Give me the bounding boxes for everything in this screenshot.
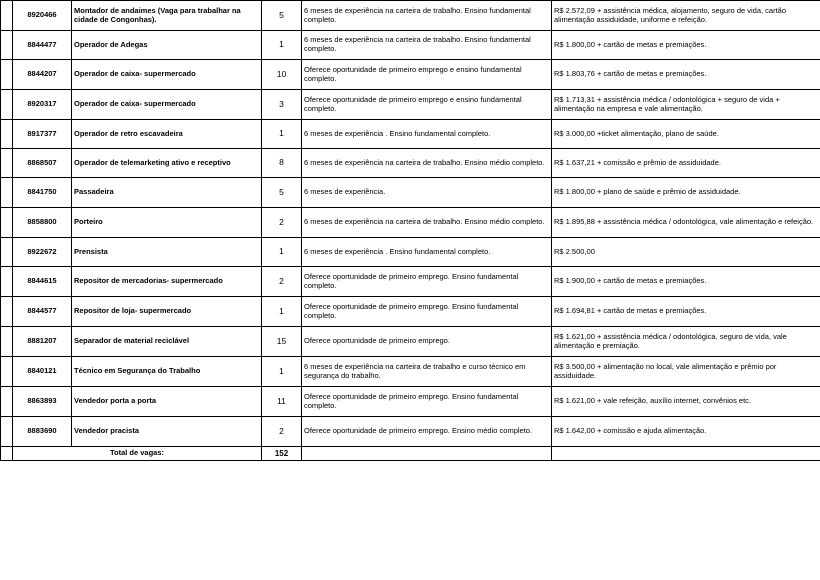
vacancy-count: 8 [262, 149, 302, 178]
job-code: 8881207 [13, 327, 72, 357]
job-code: 8844615 [13, 267, 72, 297]
job-code: 8844577 [13, 297, 72, 327]
blank-cell [1, 31, 13, 60]
job-benefits: R$ 1.803,76 + cartão de metas e premiações. [552, 60, 820, 90]
vacancy-count: 1 [262, 357, 302, 387]
table-row [1, 238, 820, 267]
job-benefits: R$ 1.694,81 + cartão de metas e premiações. [552, 297, 820, 327]
vacancy-count: 5 [262, 1, 302, 31]
vacancy-count: 5 [262, 178, 302, 208]
table-row [1, 267, 820, 297]
job-requirements: Oferece oportunidade de primeiro emprego. Ensino fundamental completo. [302, 387, 552, 417]
job-code: 8844477 [13, 31, 72, 60]
job-title: Operador de caixa- supermercado [72, 60, 262, 90]
vacancy-count: 1 [262, 31, 302, 60]
job-code: 8920466 [13, 1, 72, 31]
table-row [1, 208, 820, 238]
job-code: 8844207 [13, 60, 72, 90]
job-benefits: R$ 2.572,09 + assistência médica, alojamento, seguro de vida, cartão alimentação assiduidade, uniforme e refeição. [552, 1, 820, 31]
blank-cell [1, 120, 13, 149]
job-title: Repositor de loja- supermercado [72, 297, 262, 327]
job-title: Porteiro [72, 208, 262, 238]
vacancy-count: 15 [262, 327, 302, 357]
total-row [1, 447, 820, 461]
vacancy-count: 3 [262, 90, 302, 120]
job-code: 8863893 [13, 387, 72, 417]
total-value: 152 [262, 447, 302, 461]
blank-cell [1, 238, 13, 267]
empty-cell [302, 447, 552, 461]
empty-cell [552, 447, 820, 461]
job-title: Separador de material reciclável [72, 327, 262, 357]
job-title: Vendedor porta a porta [72, 387, 262, 417]
job-title: Operador de caixa- supermercado [72, 90, 262, 120]
job-requirements: Oferece oportunidade de primeiro emprego. [302, 327, 552, 357]
job-benefits: R$ 1.621,00 + assistência médica / odontológica, seguro de vida, vale alimentação e premiação. [552, 327, 820, 357]
table-body [1, 1, 820, 447]
table-row [1, 149, 820, 178]
job-requirements: 6 meses de experiência na carteira de trabalho e curso técnico em segurança do trabalho. [302, 357, 552, 387]
blank-cell [1, 267, 13, 297]
table-row [1, 31, 820, 60]
vacancy-count: 2 [262, 417, 302, 447]
vacancy-count: 1 [262, 238, 302, 267]
job-benefits: R$ 1.642,00 + comissão e ajuda alimentação. [552, 417, 820, 447]
blank-cell [1, 417, 13, 447]
blank-cell [1, 90, 13, 120]
vacancy-count: 2 [262, 267, 302, 297]
job-code: 8883690 [13, 417, 72, 447]
job-benefits: R$ 1.713,31 + assistência médica / odontológica + seguro de vida + alimentação na empresa e vale alimentação. [552, 90, 820, 120]
blank-cell [1, 447, 13, 461]
table-row [1, 357, 820, 387]
job-requirements: Oferece oportunidade de primeiro emprego. Ensino médio completo. [302, 417, 552, 447]
job-title: Operador de telemarketing ativo e receptivo [72, 149, 262, 178]
blank-cell [1, 1, 13, 31]
table-row [1, 120, 820, 149]
job-code: 8840121 [13, 357, 72, 387]
job-requirements: 6 meses de experiência na carteira de trabalho. Ensino médio completo. [302, 208, 552, 238]
job-title: Montador de andaimes (Vaga para trabalhar na cidade de Congonhas). [72, 1, 262, 31]
table-row [1, 327, 820, 357]
job-requirements: 6 meses de experiência na carteira de trabalho. Ensino médio completo. [302, 149, 552, 178]
table-row [1, 60, 820, 90]
job-benefits: R$ 3.500,00 + alimentação no local, vale alimentação e prêmio por assiduidade. [552, 357, 820, 387]
job-title: Técnico em Segurança do Trabalho [72, 357, 262, 387]
job-title: Operador de Adegas [72, 31, 262, 60]
vacancy-count: 1 [262, 120, 302, 149]
job-code: 8922672 [13, 238, 72, 267]
job-requirements: Oferece oportunidade de primeiro emprego e ensino fundamental completo. [302, 90, 552, 120]
vacancy-count: 1 [262, 297, 302, 327]
job-code: 8920317 [13, 90, 72, 120]
job-title: Prensista [72, 238, 262, 267]
job-benefits: R$ 1.800,00 + plano de saúde e prêmio de assiduidade. [552, 178, 820, 208]
table-row [1, 417, 820, 447]
table-row [1, 297, 820, 327]
job-requirements: Oferece oportunidade de primeiro emprego. Ensino fundamental completo. [302, 267, 552, 297]
job-code: 8841750 [13, 178, 72, 208]
job-code: 8858800 [13, 208, 72, 238]
blank-cell [1, 60, 13, 90]
job-title: Passadeira [72, 178, 262, 208]
blank-cell [1, 178, 13, 208]
job-requirements: Oferece oportunidade de primeiro emprego. Ensino fundamental completo. [302, 297, 552, 327]
job-requirements: 6 meses de experiência. [302, 178, 552, 208]
job-benefits: R$ 1.637,21 + comissão e prêmio de assiduidade. [552, 149, 820, 178]
vacancy-count: 10 [262, 60, 302, 90]
job-requirements: 6 meses de experiência . Ensino fundamental completo. [302, 238, 552, 267]
total-label: Total de vagas: [13, 447, 262, 461]
blank-cell [1, 387, 13, 417]
job-title: Vendedor pracista [72, 417, 262, 447]
table-row [1, 387, 820, 417]
job-benefits: R$ 1.621,00 + vale refeição, auxílio internet, convênios etc. [552, 387, 820, 417]
table-row [1, 1, 820, 31]
job-code: 8868507 [13, 149, 72, 178]
job-benefits: R$ 1.895,88 + assistência médica / odontológica, vale alimentação e refeição. [552, 208, 820, 238]
job-code: 8917377 [13, 120, 72, 149]
job-title: Repositor de mercadorias- supermercado [72, 267, 262, 297]
vacancy-count: 2 [262, 208, 302, 238]
vacancy-count: 11 [262, 387, 302, 417]
job-benefits: R$ 3.000,00 +ticket alimentação, plano de saúde. [552, 120, 820, 149]
job-requirements: Oferece oportunidade de primeiro emprego e ensino fundamental completo. [302, 60, 552, 90]
job-title: Operador de retro escavadeira [72, 120, 262, 149]
job-benefits: R$ 2.500,00 [552, 238, 820, 267]
blank-cell [1, 327, 13, 357]
blank-cell [1, 208, 13, 238]
job-requirements: 6 meses de experiência . Ensino fundamental completo. [302, 120, 552, 149]
table-row [1, 90, 820, 120]
job-benefits: R$ 1.900,00 + cartão de metas e premiações. [552, 267, 820, 297]
job-benefits: R$ 1.800,00 + cartão de metas e premiações. [552, 31, 820, 60]
job-requirements: 6 meses de experiência na carteira de trabalho. Ensino fundamental completo. [302, 1, 552, 31]
blank-cell [1, 357, 13, 387]
table-row [1, 178, 820, 208]
blank-cell [1, 149, 13, 178]
job-requirements: 6 meses de experiência na carteira de trabalho. Ensino fundamental completo. [302, 31, 552, 60]
blank-cell [1, 297, 13, 327]
